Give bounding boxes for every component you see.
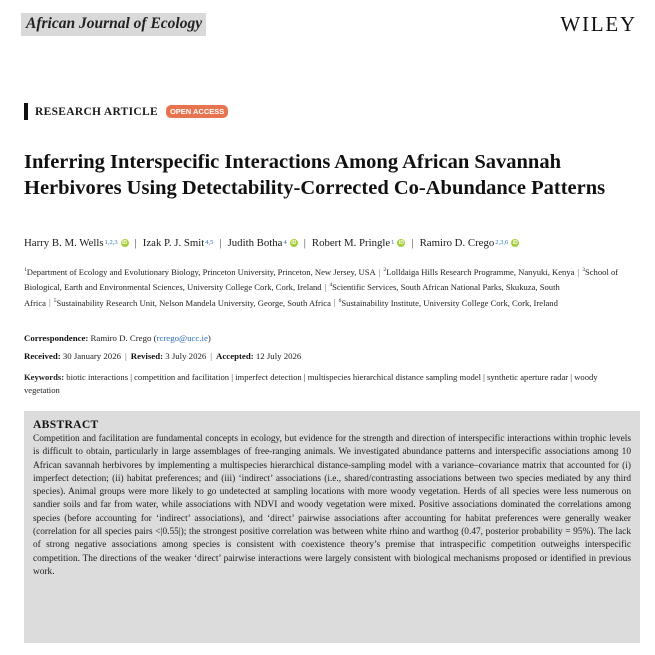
separator: |: [210, 351, 213, 361]
author-name[interactable]: Izak P. J. Smit: [142, 237, 205, 249]
correspondence-label: Correspondence:: [24, 333, 89, 343]
separator: |: [577, 266, 580, 277]
correspondence-email-link[interactable]: rcrego@ucc.ie: [156, 333, 208, 343]
revised-label: Revised:: [130, 351, 164, 361]
affiliation-number: 6: [338, 297, 342, 304]
author-name[interactable]: Harry B. M. Wells: [24, 237, 104, 249]
keyword: biotic interactions: [66, 372, 129, 382]
affiliation-number: 2: [383, 267, 387, 273]
affiliation: Lolldaiga Hills Research Programme, Nanyuki, Kenya: [386, 266, 575, 277]
affiliation-number: 3: [582, 267, 585, 273]
affiliation: Scientific Services, South African National Parks, Skukuza, South Africa: [24, 282, 560, 308]
author-affiliation-sup[interactable]: 1,2,3: [104, 238, 118, 246]
author[interactable]: [312, 237, 406, 249]
author[interactable]: [24, 237, 129, 249]
orcid-icon[interactable]: iD: [122, 240, 128, 246]
separator: |: [378, 266, 381, 277]
orcid-icon[interactable]: iD: [398, 240, 404, 246]
affiliation: Department of Ecology and Evolutionary Biology, Princeton University, Princeton, New Jersey, USA: [26, 266, 376, 277]
separator: |: [125, 351, 127, 361]
journal-name[interactable]: African Journal of Ecology: [21, 13, 206, 36]
revised-date: 3 July 2026: [165, 351, 207, 361]
separator: |: [48, 297, 51, 308]
orcid-icon[interactable]: iD: [291, 240, 297, 246]
author-affiliation-sup[interactable]: 4,5: [205, 238, 214, 246]
received-date: 30 January 2026: [62, 351, 121, 361]
orcid-icon[interactable]: iD: [512, 240, 518, 246]
open-access-badge: OPEN ACCESS: [166, 105, 228, 118]
affiliation: Sustainability Research Unit, Nelson Mandela University, George, South Africa: [56, 297, 331, 308]
author-list: [24, 237, 519, 249]
abstract-heading: ABSTRACT: [33, 418, 99, 431]
accepted-label: Accepted:: [216, 351, 254, 361]
abstract-box: [24, 411, 640, 643]
author-separator: |: [219, 237, 222, 249]
author-separator: |: [411, 237, 414, 249]
author-affiliation-sup[interactable]: 1: [391, 238, 395, 246]
author[interactable]: [143, 237, 214, 249]
keywords: Keywords: biotic interactions | competition and facilitation | imperfect detection | multispecies hierarchical distance sampling model | synthetic aperture radar | woody vegetation: [24, 372, 598, 395]
separator: |: [333, 297, 336, 308]
separator: |: [324, 282, 327, 293]
affiliation-number: 5: [53, 297, 57, 304]
author-affiliation-sup[interactable]: 2,3,6: [495, 238, 509, 246]
author[interactable]: [228, 237, 298, 249]
received-label: Received:: [24, 351, 61, 361]
keyword: multispecies hierarchical distance sampling model: [307, 372, 481, 382]
affiliation: Sustainability Institute, University College Cork, Cork, Ireland: [341, 297, 558, 308]
affiliation: School of Biological, Earth and Environmental Sciences, University College Cork, Cork, Ireland: [24, 266, 619, 293]
author-separator: |: [134, 237, 137, 249]
article-type-row: [24, 103, 228, 120]
dates: [24, 351, 301, 361]
author-name[interactable]: Judith Botha: [227, 237, 283, 249]
affiliation-number: 4: [329, 282, 333, 289]
article-title: Inferring Interspecific Interactions Among African Savannah Herbivores Using Detectability-Corrected Co-Abundance Patterns: [24, 151, 606, 199]
correspondence-name: Ramiro D. Crego: [90, 333, 152, 343]
author-separator: |: [303, 237, 306, 249]
keyword: synthetic aperture radar: [487, 372, 569, 382]
publisher-logo[interactable]: WILEY: [560, 12, 637, 36]
author-affiliation-sup[interactable]: 4: [283, 238, 287, 246]
author-name[interactable]: Robert M. Pringle: [311, 237, 391, 249]
keyword: imperfect detection: [235, 372, 302, 382]
keyword: competition and facilitation: [134, 372, 230, 382]
affiliation-number: 1: [24, 267, 27, 273]
author[interactable]: [420, 237, 520, 249]
keywords-label: Keywords:: [24, 372, 65, 382]
abstract-text: Competition and facilitation are fundamental concepts in ecology, but evidence for the strength and direction of interspecific interactions within trophic levels is difficult to obtain, particularly in large assemblages of free-ranging animals. We investigated abundance patterns and interspecific associations among 10 African savannah herbivores by implementing a multispecies hierarchical distance-sampling model with a variance–covariance matrix that accounted for (i) imperfect detection; (ii) habitat preferences; and (iii) ‘indirect’ associations (i.e., shared/contrasting associations between two species mediated by any third species). Animal groups were more likely to go undetected at sampling locations with more woody vegetation. Herds of all species were less numerous on sandier soils and far from water, while associations with NDVI and woody vegetation were mixed. Positive associations dominated the correlations among species (before accounting for ‘indirect’ associations), and ‘direct’ pairwise associations after accounting for habitat preferences were generally weaker (correlation for all species pairs <|0.55|); the strongest positive correlation was between white rhino and warthog (0.47, posterior probability = 95%). The lack of strong negative associations among species is consistent with coexistence theory’s premise that intraspecific competition outweighs interspecific competition. The directions of the weaker ‘direct’ pairwise interactions were largely consistent with biological mechanisms proposed or identified in previous work.: [33, 434, 631, 577]
article-type-label: RESEARCH ARTICLE: [35, 105, 158, 118]
keyword: woody vegetation: [24, 372, 598, 395]
correspondence: Correspondence: Ramiro D. Crego (rcrego@ucc.ie): [24, 333, 211, 343]
author-name[interactable]: Ramiro D. Crego: [419, 237, 495, 249]
affiliations: [24, 264, 628, 310]
accepted-date: 12 July 2026: [255, 351, 302, 361]
